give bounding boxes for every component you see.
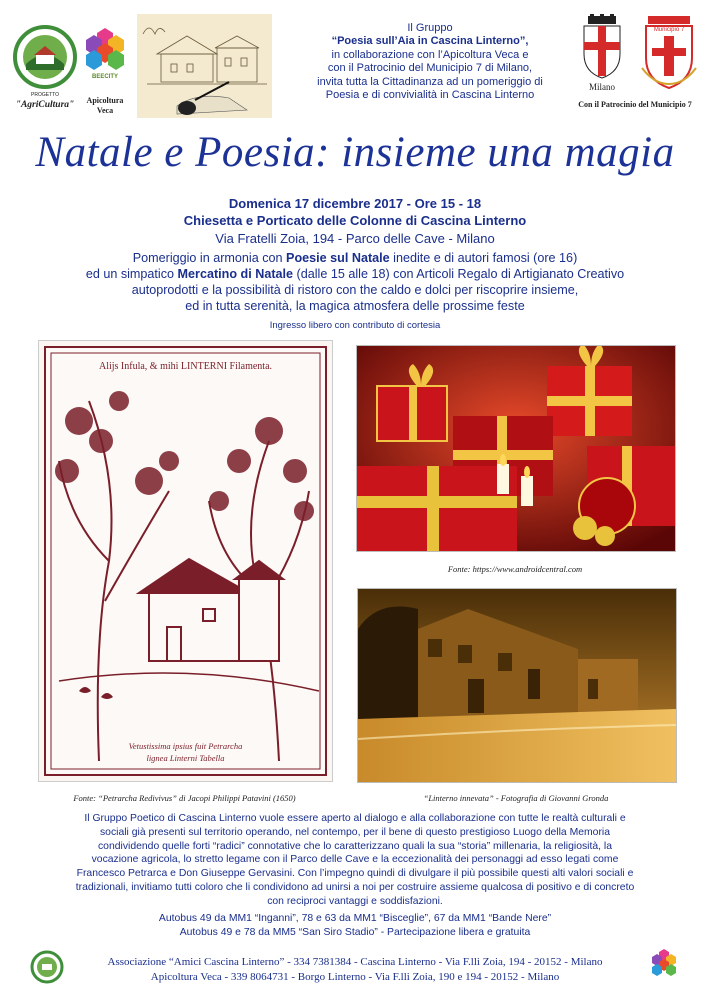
contact-line-1: Associazione “Amici Cascina Linterno” - 334 7381384 - Cascina Linterno - Via F.lli Zoia, 194 - 20152 - Milano	[107, 956, 603, 968]
description	[20, 250, 690, 314]
description-line-2: ed un simpatico Mercatino di Natale (dalle 15 alle 18) con Articoli Regalo di Artigianato Creativo	[85, 267, 625, 281]
beecity-logo	[80, 26, 130, 121]
footer-beecity-logo	[651, 948, 677, 982]
intro-text	[285, 22, 575, 102]
description-line-4: ed in tutta serenità, la magica atmosfera delle prossime feste	[185, 299, 525, 313]
body-line: condividendo quelle forti “radici” connotative che lo caratterizzano quali la sua “storia” millenaria, la religiosità, la	[97, 840, 613, 852]
page-title: Natale e Poesia: insieme una magia	[35, 129, 675, 176]
beecity-text: BEECITY	[91, 74, 118, 80]
mercatino-highlight: Mercatino di Natale	[177, 267, 294, 281]
milano-caption: Milano	[589, 82, 615, 92]
body-line: Il Gruppo Poetico di Cascina Linterno vuole essere aperto al dialogo e alla collaborazione con tutte le realtà culturali e	[84, 813, 626, 824]
body-line: Francesco Petrarca e Don Giuseppe Gervasini. Con l’impegno quindi di divulgare il più possibile questi alti valori sociali e	[76, 868, 634, 880]
bus-line: Autobus 49 da MM1 “Inganni”, 78 e 63 da MM1 “Bisceglie”, 67 da MM1 “Bande Nere”	[158, 913, 552, 924]
linterno-snow-photo	[357, 588, 677, 783]
agricultura-logo	[12, 24, 78, 116]
body-line: sociali già presenti sul territorio operando, nel contempo, per il bene di questo prestigioso Luogo della Memoria	[99, 826, 610, 838]
event-address: Via Fratelli Zoia, 194 - Parco delle Cave - Milano	[215, 231, 495, 246]
body-paragraph	[18, 812, 692, 909]
description-line-1: Pomeriggio in armonia con Poesie sul Natale inedite e di autori famosi (ore 16)	[132, 251, 578, 265]
milano-crest	[580, 14, 624, 94]
snow-caption: “Linterno innevata” - Fotografia di Giovanni Gronda	[423, 793, 609, 803]
intro-line-3: in collaborazione con l’Apicoltura Veca e	[331, 48, 529, 61]
agricultura-caption: "AgriCultura"	[15, 100, 75, 110]
woodcut-caption: Fonte: “Petrarcha Redivivus” di Jacopi Philippi Patavini (1650)	[73, 793, 296, 803]
woodcut-top-text: Alijs Infula, & mihi LINTERNI Filamenta.	[59, 361, 312, 372]
bus-line: Autobus 49 e 78 da MM5 “San Siro Stadio” - Partecipazione libera e gratuita	[179, 926, 531, 938]
body-line: con reciproci vantaggi e soddisfazioni.	[267, 895, 443, 907]
event-place: Chiesetta e Porticato delle Colonne di Cascina Linterno	[183, 213, 527, 228]
gifts-caption: Fonte: https://www.androidcentral.com	[447, 564, 583, 574]
intro-line-6: Poesia e di convivialità in Cascina Linterno	[325, 89, 535, 102]
intro-line-5: invita tutta la Cittadinanza ad un pomeriggio di	[317, 75, 543, 88]
apicoltura-caption: Apicoltura Veca	[86, 96, 124, 115]
municipio-crest	[638, 14, 700, 94]
patrocinio-caption: Con il Patrocinio del Municipio 7	[578, 100, 692, 109]
cascina-sketch-image	[137, 14, 272, 118]
description-line-3: autoprodotti e la possibilità di ristoro con the caldo e dolci per riscoprire insieme,	[131, 283, 579, 297]
agricultura-caption-small: PROGETTO	[31, 92, 59, 98]
intro-line-1: Il Gruppo	[407, 22, 453, 34]
body-line: vocazione agricola, lo stretto legame con il Parco delle Cave e la eccezionalità dei personaggi ad esso legati come	[91, 854, 619, 866]
contact-line-2: Apicoltura Veca - 339 8064731 - Borgo Linterno - Via F.lli Zoia, 190 e 194 - 20152 - Milano	[150, 971, 560, 983]
intro-group-name: “Poesia sull’Aia in Cascina Linterno”,	[331, 35, 529, 48]
poesie-highlight: Poesie sul Natale	[286, 251, 390, 265]
woodcut-image	[38, 340, 333, 782]
footer-agricultura-logo	[30, 950, 64, 984]
entry-note: Ingresso libero con contributo di cortesia	[269, 320, 441, 331]
christmas-gifts-photo	[356, 345, 676, 552]
body-line: tradizionali, invitiamo tutti coloro che li condividono ad unirsi a noi per costruire assieme qualcosa di positivo e di concreto	[75, 881, 635, 893]
municipio-caption: Municipio 7	[653, 27, 685, 33]
woodcut-bottom-text-1: Vetustissima ipsius fuit Petrarcha	[128, 741, 243, 751]
woodcut-bottom-text-2: lignea Linterni Tabella	[146, 753, 225, 763]
bus-info	[18, 912, 692, 940]
event-date: Domenica 17 dicembre 2017 - Ore 15 - 18	[228, 196, 482, 211]
intro-line-4: con il Patrocinio del Municipio 7 di Milano,	[327, 62, 533, 75]
